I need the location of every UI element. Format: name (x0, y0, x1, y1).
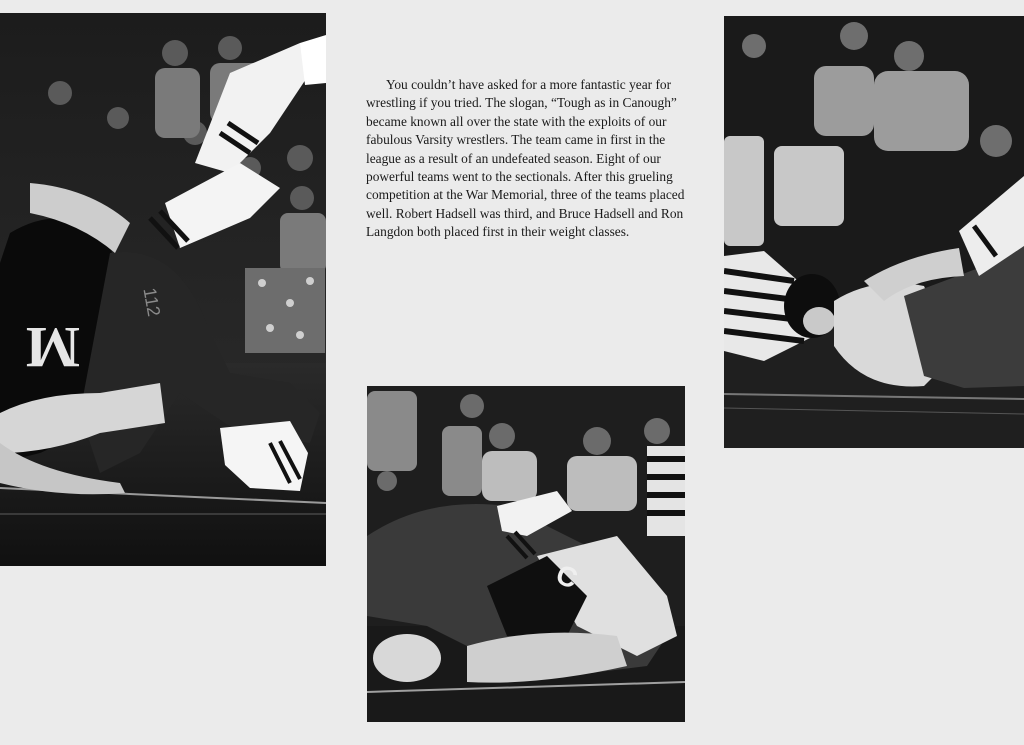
article-paragraph: You couldn’t have asked for a more fantastic year for wrestling if you tried. The slogan, “Tough as in Canough” became known all over the state with the exploits of our fabulous Varsity wrestlers. The team came in first in the league as a result of an undefeated season. Eight of our powerful teams went to the sectionals. After this grueling competition at the War Memorial, three of the teams placed well. Robert Hadsell was third, and Bruce Hadsell and Ron Langdon both placed first in their weight classes. (366, 77, 685, 240)
svg-text:112: 112 (139, 286, 165, 318)
article-body (366, 76, 688, 242)
jersey-letter-m: M (25, 315, 80, 380)
wrestling-photo-left (0, 13, 326, 566)
jersey-letter-c: C (552, 558, 582, 595)
wrestling-photo-center (367, 386, 685, 722)
wrestling-photo-right (724, 16, 1024, 448)
